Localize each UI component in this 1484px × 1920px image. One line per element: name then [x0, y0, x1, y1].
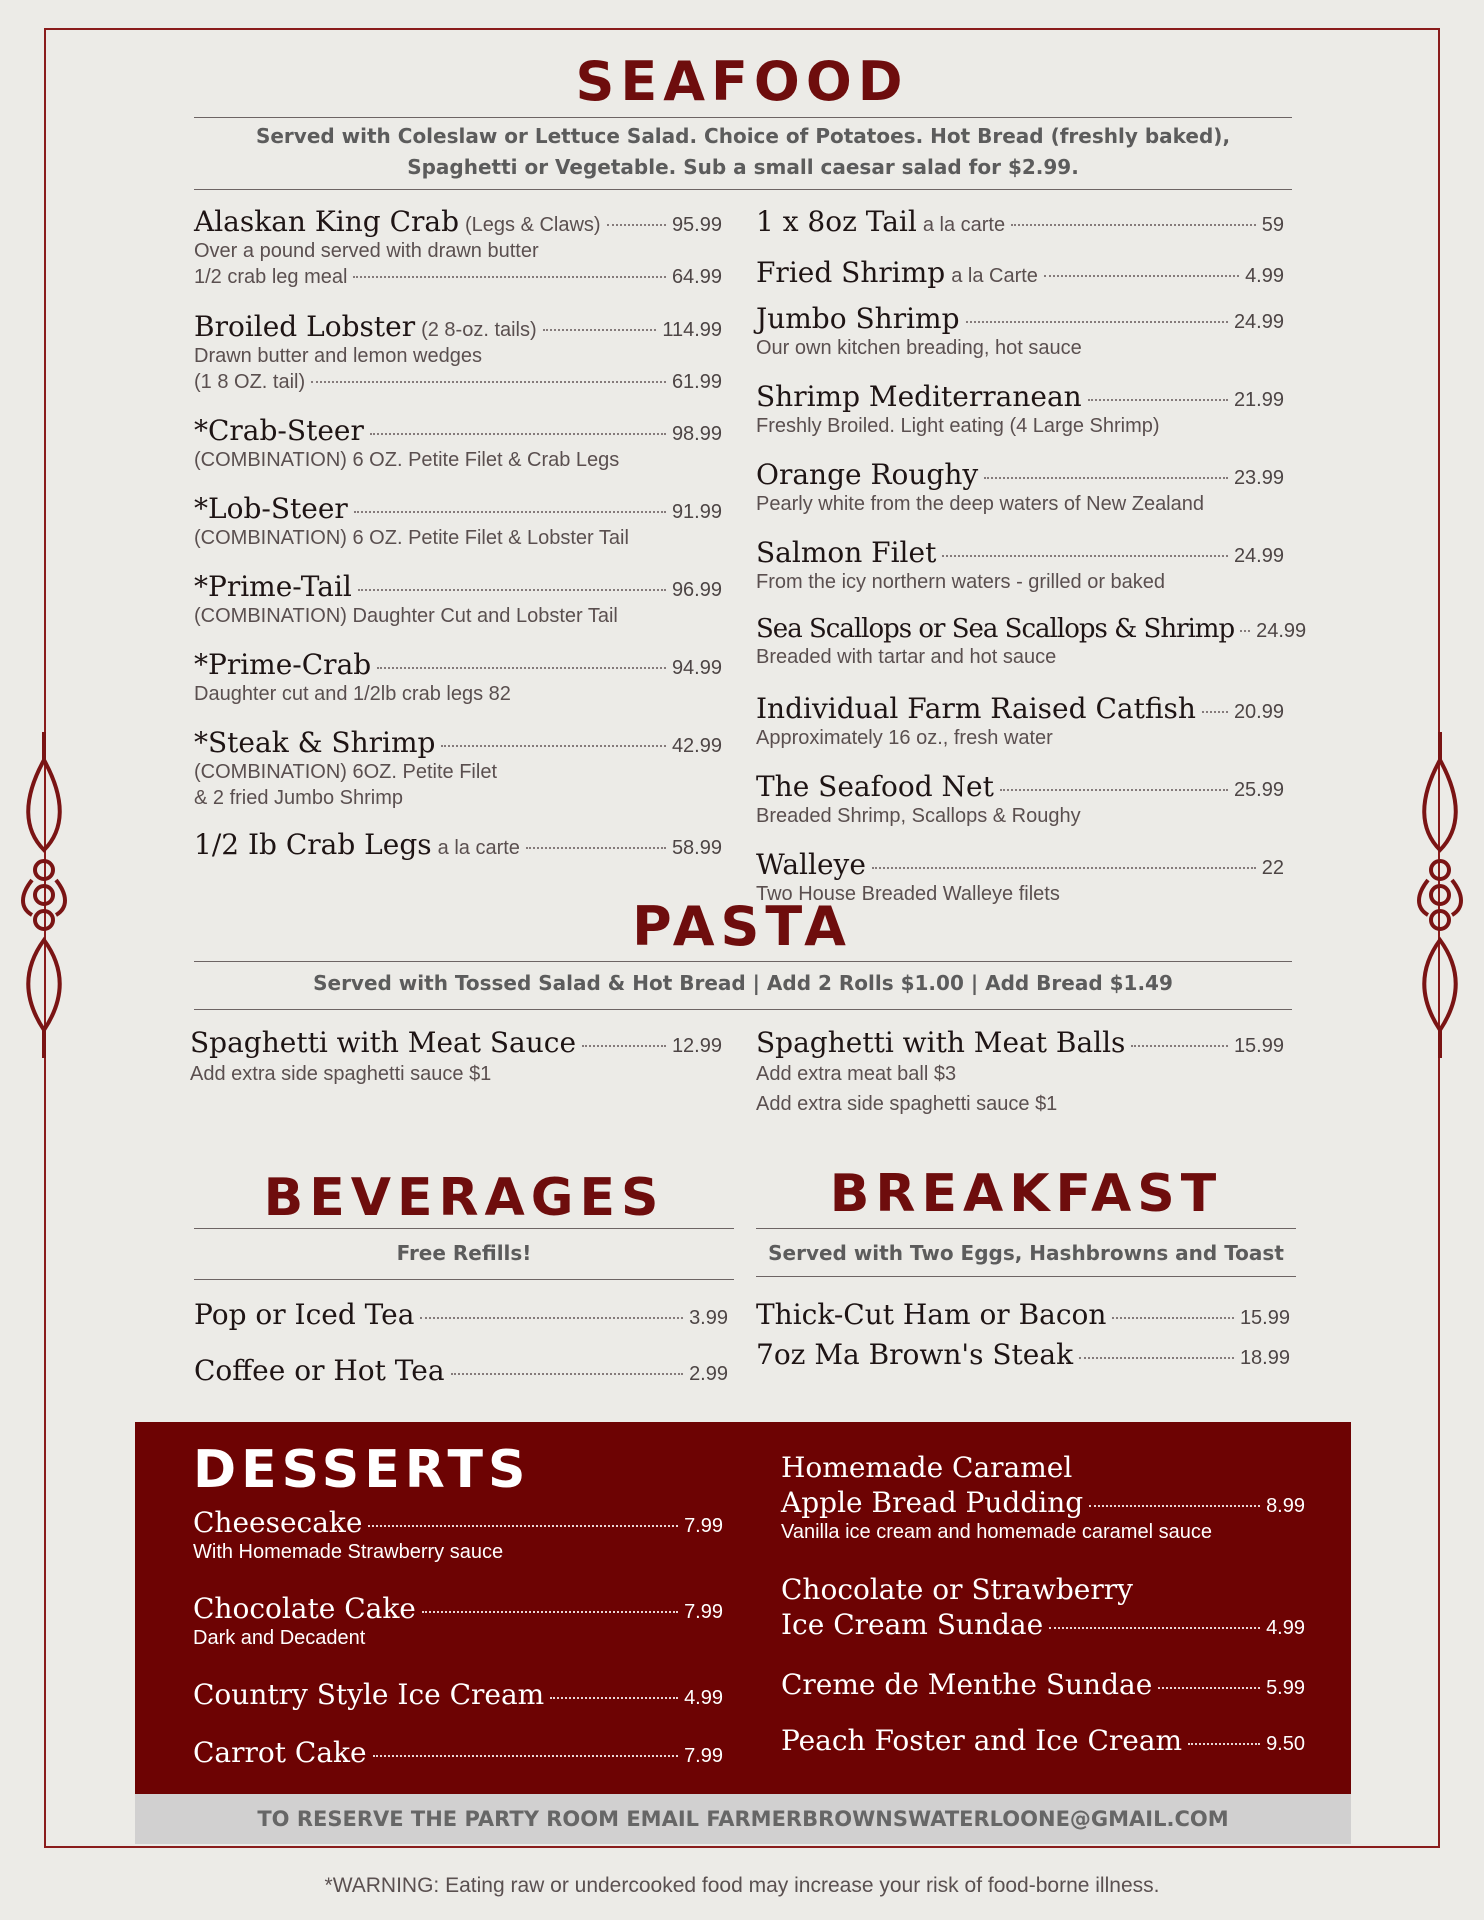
item-name: Individual Farm Raised Catfish — [756, 692, 1196, 725]
item-price: 22 — [1261, 857, 1284, 879]
menu-item — [756, 536, 1284, 595]
item-subprice: 64.99 — [671, 266, 722, 288]
dot-leader — [582, 1045, 666, 1047]
breakfast-rule-top — [756, 1228, 1296, 1229]
item-description: Freshly Broiled. Light eating (4 Large Shrimp) — [756, 415, 1160, 437]
menu-item — [756, 380, 1284, 439]
desserts-title: DESSERTS — [193, 1440, 531, 1500]
breakfast-title: BREAKFAST — [829, 1164, 1223, 1224]
dot-leader — [543, 329, 657, 331]
dot-leader — [441, 745, 666, 747]
item-note: a la carte — [922, 214, 1006, 236]
item-name: *Lob-Steer — [194, 492, 348, 525]
menu-item — [756, 302, 1284, 361]
dot-leader — [1158, 1687, 1260, 1689]
item-name: Pop or Iced Tea — [194, 1298, 415, 1331]
seafood-subtitle-line2: Spaghetti or Vegetable. Sub a small caesar salad for $2.99. — [407, 155, 1079, 179]
menu-item — [756, 256, 1284, 289]
item-description: With Homemade Strawberry sauce — [193, 1541, 504, 1563]
dot-leader — [984, 477, 1228, 479]
dot-leader — [1089, 1505, 1260, 1507]
dot-leader — [1049, 1627, 1260, 1629]
dot-leader — [311, 381, 666, 383]
item-note: (2 8-oz. tails) — [421, 319, 537, 341]
item-description: From the icy northern waters - grilled or baked — [756, 571, 1166, 593]
dot-leader — [368, 1525, 678, 1527]
item-description: Breaded with tartar and hot sauce — [756, 646, 1057, 668]
menu-item — [756, 614, 1307, 670]
item-name: *Steak & Shrimp — [194, 726, 436, 759]
item-price: 3.99 — [689, 1307, 728, 1329]
item-description: Add extra meat ball $3 — [756, 1063, 957, 1085]
pasta-title: PASTA — [632, 895, 852, 958]
item-price: 21.99 — [1233, 389, 1284, 411]
dot-leader — [1011, 224, 1256, 226]
item-name: Jumbo Shrimp — [756, 302, 960, 335]
item-price: 15.99 — [1233, 1035, 1284, 1057]
item-price: 59 — [1261, 214, 1284, 236]
dot-leader — [1088, 399, 1228, 401]
item-name: Cheesecake — [193, 1506, 363, 1539]
item-description: Our own kitchen breading, hot sauce — [756, 337, 1082, 359]
item-price: 42.99 — [671, 735, 722, 757]
item-price: 5.99 — [1266, 1677, 1305, 1699]
item-name: Coffee or Hot Tea — [194, 1354, 445, 1387]
dot-leader — [526, 847, 666, 849]
dot-leader — [872, 867, 1256, 869]
dot-leader — [451, 1373, 684, 1375]
menu-item — [781, 1668, 1305, 1701]
item-description: (COMBINATION) 6 OZ. Petite Filet & Crab Legs — [194, 449, 620, 471]
item-description: Vanilla ice cream and homemade caramel sauce — [781, 1521, 1212, 1543]
item-name: The Seafood Net — [756, 770, 994, 803]
item-name: 1 x 8oz Tail — [756, 205, 917, 238]
seafood-title: SEAFOOD — [575, 50, 909, 113]
item-name-line1: Chocolate or Strawberry — [781, 1573, 1133, 1606]
item-description-2: Add extra side spaghetti sauce $1 — [756, 1093, 1058, 1115]
menu-item — [756, 770, 1284, 829]
beverages-rule-top — [194, 1228, 734, 1229]
item-note: a la carte — [437, 837, 520, 859]
item-price: 114.99 — [662, 319, 722, 341]
menu-item — [756, 1338, 1290, 1371]
item-description: Daughter cut and 1/2lb crab legs 82 — [194, 683, 511, 705]
item-price: 20.99 — [1233, 701, 1284, 723]
item-name: Creme de Menthe Sundae — [781, 1668, 1153, 1701]
item-price: 7.99 — [684, 1601, 723, 1623]
menu-item — [756, 692, 1284, 751]
dot-leader — [1131, 1045, 1228, 1047]
item-subname: (1 8 OZ. tail) — [194, 371, 306, 393]
item-name: Shrimp Mediterranean — [756, 380, 1082, 413]
dot-leader — [1044, 275, 1239, 277]
item-description: (COMBINATION) 6 OZ. Petite Filet & Lobster Tail — [194, 527, 629, 549]
dot-leader — [373, 1755, 679, 1757]
item-name: 7oz Ma Brown's Steak — [756, 1338, 1074, 1371]
item-subprice: 61.99 — [671, 371, 722, 393]
dot-leader — [1240, 630, 1250, 632]
item-name: Spaghetti with Meat Sauce — [190, 1026, 577, 1059]
dot-leader — [966, 321, 1228, 323]
item-name: Carrot Cake — [193, 1736, 367, 1769]
item-price: 15.99 — [1239, 1307, 1290, 1329]
menu-item — [756, 458, 1284, 517]
menu-item — [194, 1354, 728, 1387]
menu-item — [194, 205, 722, 290]
menu-item — [194, 310, 722, 395]
party-room-banner: TO RESERVE THE PARTY ROOM EMAIL FARMERBROWNSWATERLOONE@GMAIL.COM — [135, 1794, 1351, 1844]
item-name: Sea Scallops or Sea Scallops & Shrimp — [756, 614, 1235, 644]
beverages-rule-bottom — [194, 1279, 734, 1280]
menu-item — [781, 1572, 1305, 1641]
menu-item — [194, 726, 722, 811]
item-price: 4.99 — [1266, 1617, 1305, 1639]
item-price: 24.99 — [1233, 545, 1284, 567]
item-name: Chocolate Cake — [193, 1592, 416, 1625]
item-price: 96.99 — [671, 579, 722, 601]
seafood-subtitle — [194, 121, 1292, 183]
item-name: Apple Bread Pudding — [781, 1486, 1084, 1519]
item-name: Ice Cream Sundae — [781, 1608, 1044, 1641]
item-note: (Legs & Claws) — [465, 214, 601, 236]
item-price: 23.99 — [1233, 467, 1284, 489]
item-price: 94.99 — [671, 657, 722, 679]
menu-item — [193, 1678, 723, 1711]
item-name: 1/2 Ib Crab Legs — [194, 828, 432, 861]
item-price: 4.99 — [684, 1687, 723, 1709]
breakfast-subtitle: Served with Two Eggs, Hashbrowns and Toast — [768, 1241, 1284, 1265]
menu-item — [756, 205, 1284, 238]
item-name: Alaskan King Crab — [194, 205, 459, 238]
dot-leader — [370, 433, 666, 435]
seafood-rule-bottom — [194, 189, 1292, 190]
dot-leader — [1112, 1317, 1234, 1319]
menu-item — [756, 1298, 1290, 1331]
food-warning: *WARNING: Eating raw or undercooked food may increase your risk of food-borne illness. — [324, 1874, 1160, 1897]
menu-item — [194, 492, 722, 551]
dot-leader — [422, 1611, 678, 1613]
beverages-subtitle: Free Refills! — [396, 1241, 532, 1265]
item-name: Peach Foster and Ice Cream — [781, 1724, 1183, 1757]
item-description: Breaded Shrimp, Scallops & Roughy — [756, 805, 1081, 827]
item-name: Salmon Filet — [756, 536, 937, 569]
menu-item — [193, 1736, 723, 1769]
seafood-subtitle-line1: Served with Coleslaw or Lettuce Salad. Choice of Potatoes. Hot Bread (freshly baked), — [255, 124, 1231, 148]
menu-item — [194, 828, 722, 861]
seafood-rule-top — [194, 117, 1292, 118]
menu-item — [194, 648, 722, 707]
beverages-title: BEVERAGES — [263, 1168, 665, 1228]
dot-leader — [1000, 789, 1228, 791]
item-description: Pearly white from the deep waters of New Zealand — [756, 493, 1204, 515]
item-price: 8.99 — [1266, 1495, 1305, 1517]
item-price: 4.99 — [1245, 265, 1284, 287]
dot-leader — [377, 667, 666, 669]
item-name: *Prime-Crab — [194, 648, 372, 681]
item-price: 25.99 — [1233, 779, 1284, 801]
item-description-2: & 2 fried Jumbo Shrimp — [194, 787, 403, 809]
item-description: (COMBINATION) 6OZ. Petite Filet — [194, 761, 497, 783]
item-price: 24.99 — [1256, 620, 1307, 642]
dot-leader — [354, 511, 666, 513]
item-description: Approximately 16 oz., fresh water — [756, 727, 1053, 749]
item-name-line1: Homemade Caramel — [781, 1451, 1073, 1484]
pasta-rule-bottom — [194, 1009, 1292, 1010]
menu-item — [193, 1506, 723, 1565]
item-price: 24.99 — [1233, 311, 1284, 333]
item-description: Over a pound served with drawn butter — [194, 240, 539, 262]
item-price: 9.50 — [1266, 1733, 1305, 1755]
dot-leader — [420, 1317, 683, 1319]
item-price: 7.99 — [684, 1745, 723, 1767]
dot-leader — [550, 1697, 678, 1699]
item-name: Thick-Cut Ham or Bacon — [756, 1298, 1107, 1331]
menu-item — [194, 570, 722, 629]
dot-leader — [1079, 1357, 1234, 1359]
pasta-rule-top — [194, 961, 1292, 962]
item-name: Country Style Ice Cream — [193, 1678, 545, 1711]
item-price: 12.99 — [671, 1035, 722, 1057]
item-price: 98.99 — [671, 423, 722, 445]
breakfast-rule-bottom — [756, 1276, 1296, 1277]
menu-item — [194, 414, 722, 473]
item-price: 7.99 — [684, 1515, 723, 1537]
item-description: Add extra side spaghetti sauce $1 — [190, 1063, 492, 1085]
menu-item — [756, 1026, 1284, 1119]
item-subname: 1/2 crab leg meal — [194, 266, 348, 288]
item-name: Fried Shrimp — [756, 256, 946, 289]
item-price: 91.99 — [671, 501, 722, 523]
menu-item — [781, 1724, 1305, 1757]
item-price: 58.99 — [671, 837, 722, 859]
item-name: Broiled Lobster — [194, 310, 416, 343]
item-name: Walleye — [756, 848, 866, 881]
item-price: 18.99 — [1239, 1347, 1290, 1369]
item-description: Drawn butter and lemon wedges — [194, 345, 482, 367]
menu-item — [781, 1450, 1305, 1545]
dot-leader — [358, 589, 666, 591]
dot-leader — [942, 555, 1228, 557]
menu-item — [190, 1026, 722, 1089]
item-name: *Prime-Tail — [194, 570, 352, 603]
menu-item — [194, 1298, 728, 1331]
dot-leader — [607, 224, 666, 226]
menu-item — [193, 1592, 723, 1651]
item-description: Dark and Decadent — [193, 1627, 366, 1649]
item-description: (COMBINATION) Daughter Cut and Lobster Tail — [194, 605, 618, 627]
dot-leader — [353, 276, 666, 278]
item-description: Two House Breaded Walleye filets — [756, 883, 1060, 905]
dot-leader — [1202, 711, 1228, 713]
item-name: *Crab-Steer — [194, 414, 364, 447]
item-note: a la Carte — [951, 265, 1038, 287]
item-name: Spaghetti with Meat Balls — [756, 1026, 1126, 1059]
item-price: 2.99 — [689, 1363, 728, 1385]
item-name: Orange Roughy — [756, 458, 979, 491]
pasta-subtitle: Served with Tossed Salad & Hot Bread | Add 2 Rolls $1.00 | Add Bread $1.49 — [313, 971, 1173, 995]
item-price: 95.99 — [671, 214, 722, 236]
desserts-panel — [135, 1422, 1351, 1794]
dot-leader — [1188, 1743, 1260, 1745]
